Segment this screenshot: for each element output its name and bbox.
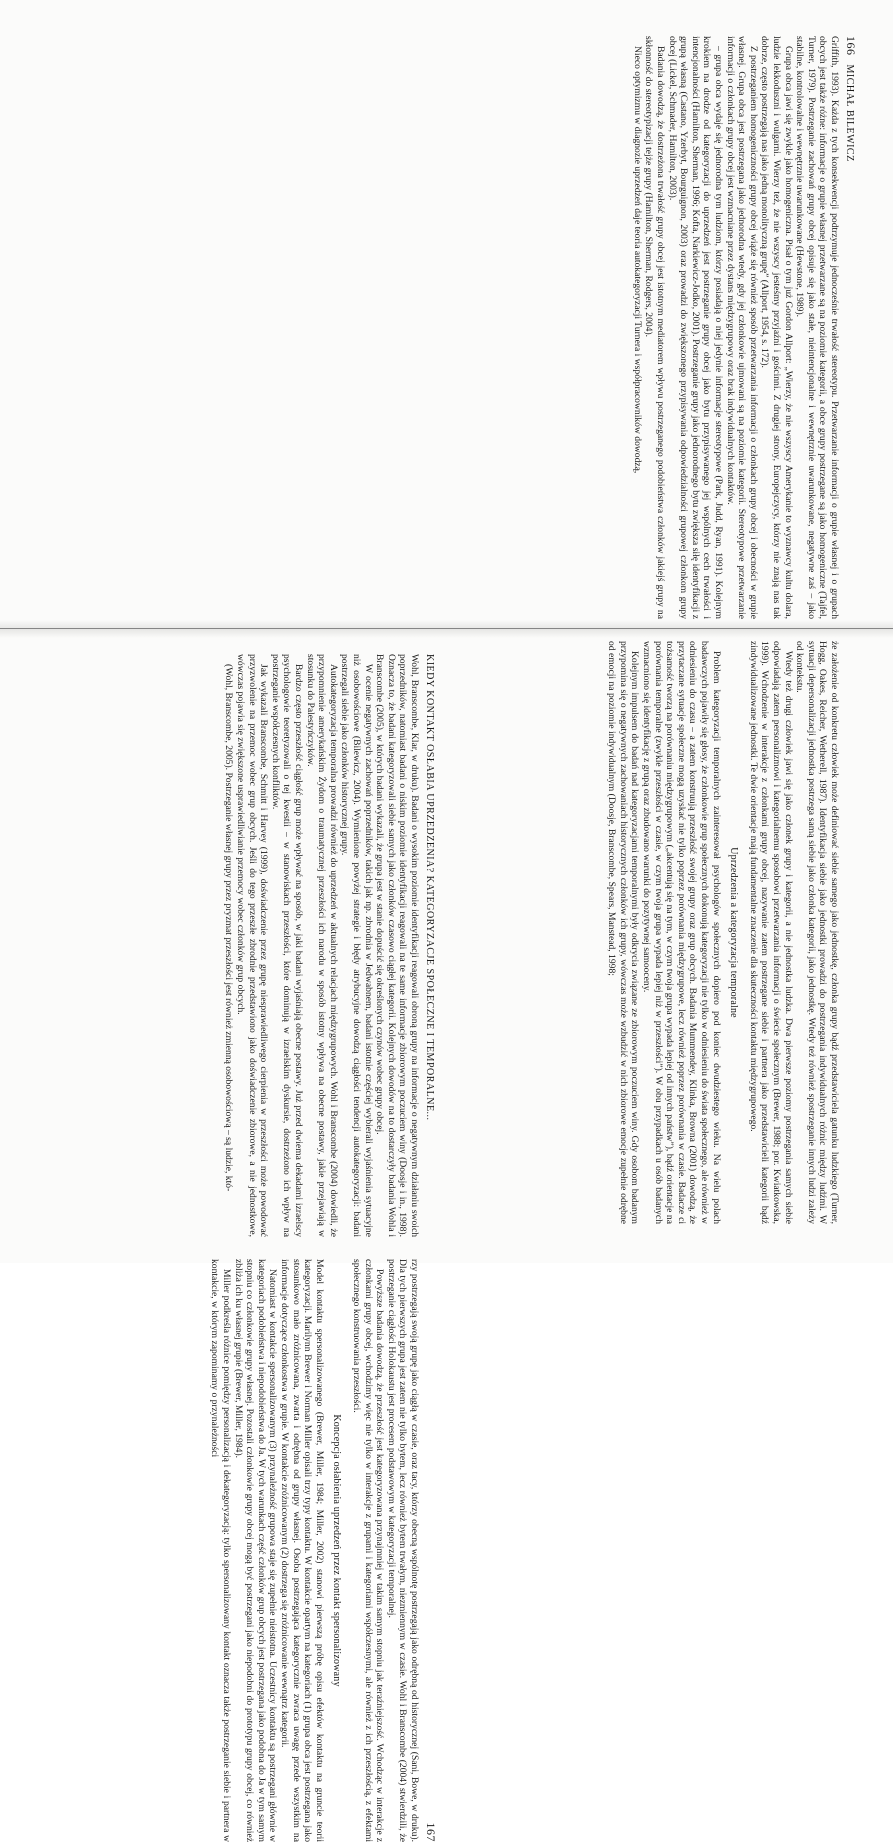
text-columns-167	[25, 648, 420, 1848]
paragraph: Bardzo często przeszłość ciągłość grup może wpływać na sposób, w jaki badani wyjaśniają obecne postawy. Już przed dwiema dekadami izraelscy psychologowie teoretyzowali o tej kwestii – w stanowiskach przeszłości, które dominują w izraelskim dyskursie, dostrzeżono ich wpływ na postrzeganie współczesnych konfliktów.	[269, 654, 305, 1237]
text-columns-166	[445, 30, 840, 1230]
paragraph: Kolejnym impulsem do badań nad kategoryzacjami temporalnymi były odkrycia związane ze zbiorowym poczuciem winy. Gdy osobom badanym przypomina się o negatywnych zachowaniach historycznych członków ich grupy, wówczas może wzbudzić w nich zbiorowe emocje zupełnie odrębne od emocji na poziomie indywidualnym (Doosje, Branscombe, Spears, Manstead, 1998;	[606, 641, 641, 1224]
column-2-166	[445, 641, 840, 1224]
paragraph: Miller podkreśla różnice pomiędzy personalizacją i dekategoryzacją: tylko spersonalizowany kontakt oznacza także postrzeganie siebie i partnera w kontakcie, w którym zapominamy o przynależności	[209, 1259, 233, 1842]
chapter-title: KIEDY KONTAKT OSŁABIA UPRZEDZENIA? KATEGORYZACJE SPOŁECZNE I TEMPORALNE...	[424, 654, 435, 1121]
column-1-166	[445, 36, 840, 619]
paragraph: rzy postrzegają swoją grupę jako ciągłą w czasie, oraz tacy, którzy obecną wspólnotę postrzegają jako odrębną od historycznej (Sani, Bowe, w druku). Dla tych pierwszych grupa jest zatem nie tylko bytem, lecz również bytem trwałym, niezmiennym w czasie. Wohl i Branscombe (2004) stwierdzili, że postrzeganie ciągłości Holokaustu jest procesem podstawowym w kategoryzacji temporalnej.	[385, 1259, 420, 1842]
page-number-text: 166	[844, 36, 858, 56]
page-number-text: 167	[424, 1822, 438, 1842]
paragraph: – grupa obca wydaje się jednorodna tym ludziom, którzy posiadają o niej jedynie informacje stereotypowe (Park, Judd, Ryan, 1991). Kolejnym krokiem na drodze od kategoryzacji do uprzedzeń jest postrzeganie grupy obcej jako bytu przypisywanego jej wspólnych cech trwałości i intencjonalności (Hamilton, Sherman, 1996; Kofta, Narkiewicz-Jodko, 2001). Postrzeganie grupy jako jednorodnego bytu zwiększa siłę identyfikacji z grupą własną (Castano, Yzerbyt, Bourguignon, 2003) oraz prowadzi do zwiększonego przypisywania odpowiedzialności grupowej członkom grupy obcej (Lickel, Schmader, Hamilton, 2003).	[666, 36, 725, 619]
paragraph: W ocenie negatywnych zachowań poprzedników, takich jak np. zbrodnia w Jedwabnem, badani istotnie częściej wybierali wyjaśnienia sytuacyjne niż osobowościowe (Bilewicz, 2004). Wymienione powyżej strategie i błędy atrybucyjne dowodzą ciągłości tendencji autokategoryzacji: badani postrzegali siebie jako członków historycznej grupy.	[339, 654, 374, 1237]
column-2-167	[25, 1259, 420, 1842]
paragraph: Griffith, 1993). Każda z tych konsekwencji podtrzymuje jednocześnie trwałość stereotypu. Przetwarzanie informacji o grupie własnej i o grupach obcych jest także różne: informacje o grupie własnej przetwarzane są na poziomie kategorii, a obce grupy postrzegane są jako homogeniczne (Tajfel, Turner, 1979). Postrzeganie zachowań grupy obcej opisuje się jako stałe, nieintencjonalne i wewnętrznie uwarunkowane, negatywne zaś – jako stabilne, kontrolowalne i wewnętrznie uwarunkowane (Hewstone, 1989).	[794, 36, 840, 619]
column-1-167	[25, 654, 420, 1237]
page-166	[433, 30, 858, 1230]
section-heading: Koncepcja osłabienia uprzedzeń przez kontakt spersonalizowany	[331, 1414, 343, 1687]
page-number-166	[843, 36, 858, 162]
running-head-167	[420, 648, 438, 1848]
paragraph: Natomiast w kontakcie spersonalizowanym (3) przynależność grupowa staje się zupełnie nieistotna. Uczestnicy kontaktu są postrzegani głównie w kategoriach podobieństwa i niepodobieństwa do Ja. W tych warunkach część członków grup obcych jest postrzegana jako podobna do Ja w tym samym stopniu co członkowie grupy własnej. Pozostali członkowie grupy obcej mogą być postrzegani jako niepodobni do prototypu grupy obcej, co również zbliża ich ku własnej grupie (Brewer, Miller, 1984).	[232, 1259, 279, 1842]
section-heading: Uprzedzenia a kategoryzacja temporalne	[728, 847, 740, 1018]
author-name: MICHAŁ BILEWICZ	[844, 64, 855, 162]
paragraph: Badania dowodzą, że dostrzeżona trwałość grupy obcej jest istotnym mediatorem wpływu postrzeganego podobieństwa członków jakiejś grupy na skłonność do stereotypizacji tejże grupy (Hamilton, Sherman, Rodgers, 2004).	[643, 36, 667, 619]
paragraph: (Wohl, Branscombe, 2005). Postrzeganie własnej grupy przez pryzmat przeszłości jest również zmienną osobowościową – są ludzie, któ-	[223, 664, 235, 1192]
paragraph: Wohl, Branscombe, Klar, w druku). Badani o wysokim poziomie identyfikacji reagowali obroną grupy na informacje o negatywnym działaniu swoich poprzedników, natomiast badani o niskim poziomie identyfikacji reagowali na te same informacje zbiorowym poczuciem winy (Doosje i in., 1998). Oznacza to, że badani kategoryzowali siebie samych jako członków czasowo ciągłej kategorii. Kolejnych dowodów na to dostarczyły badania Wohla i Branscombe (2005), w których badani wykazali, że grupa jest w stanie dopuścić się określonych czynów wobec grupy obcej.	[374, 654, 420, 1237]
paragraph: Problem kategoryzacji temporalnych zainteresował psychologów społecznych dopiero pod koniec dwudziestego wieku. Na wielu polach badawczych pojawiły się głosy, że członkowie grup społecznych dokonują kategoryzacji nie tylko w odniesieniu do świata społecznego, ale również w odniesieniu do czasu – a zatem konstruują przeszłość swojej grupy oraz grup obcych. Badania Mummendey, Klinka, Browna (2001) dowodzą, że przytaczane sytuacje społeczne mogą uzyskać nie tylko poprzez porównania międzygrupowe, lecz również poprzez porównania w czasie. Badacze ci tożsamość tworzą na porównaniu międzygrupowym („akcentują się na tym, w czym twoja grupa wypada lepiej od innych państw”), bądź orientacje na porównania temporalne (zwykle przeszłości w czasie, w czym twoja grupa wypada lepiej niż w przeszłości”). W obu przypadkach u osób badanych wzmacniono się identyfikację z grupą oraz zbudowano warunki do pozytywnej samooceny.	[641, 641, 722, 1224]
running-head-166	[840, 30, 858, 1230]
paragraph: Nieco optymizmu w diagnozie uprzedzeń daje teoria autokategoryzacji Turnera i współpracowników dowodzą,	[631, 46, 643, 474]
paragraph: Jak wykazali Branscombe, Schmitt i Harvey (1999), doświadczenie przez grupę niesprawiedliwego cierpienia w przeszłości może powodować przyzwolenie na przemoc wobec grup obcych. Jeśli do tego przeszłe zbrodnie przedstawiono jako doświadczenie zbiorowe, a nie jednostkowe, wówczas pojawia się zwiększone usprawiedliwianie przemocy wobec członków grup obcych.	[235, 654, 270, 1237]
paragraph: że założenie od konkretu człowiek może definiować siebie samego jako jednostkę, członka grupy bądź przedstawiciela gatunku ludzkiego (Turner, Hogg, Oakes, Reicher, Wetherell, 1987). Identyfikacja siebie jako jednostki prowadzi do postrzegania indywidualnych różnic między ludźmi. W sytuacji depersonalizacji jednostka postrzega samą siebie jako członka kategorii, jako jednostkę. Wtedy też również spostrzeganie innych ludzi zależy od kontekstu.	[794, 641, 840, 1224]
page-167	[13, 648, 438, 1848]
paragraph: Autokategoryzacja temporalna prowadzi również do uprzedzeń w aktualnych relacjach międzygrupowych. Wohl i Branscombe (2004) dowiedli, że przypomnienie amerykańskim Żydom o traumatycznej przeszłości ich narodu w sposób istotny wpływa na obecne postawy, jakie przejawiają w stosunku do Palestyńczyków.	[304, 654, 339, 1237]
paragraph: Wtedy też drugi człowiek jawi się jako członek grupy i kategorii, a nie jednostka ludzka. Dwa pierwsze poziomy postrzegania samych siebie odpowiadają zatem personalizmowi i kategorialnemu sposobowi przetwarzania informacji o świecie społecznym (Brewer, 1988; por. Kwiatkowska, 1999). Wchodzenie w interakcje z członkami grupy obcej, nazywanie zatem postrzegane siebie i partnera jako przedstawicieli kategorii bądź zindywidualizowane jednostki. Te dwie orientacje mają fundamentalne znaczenie dla skuteczności kontaktu międzygrupowego.	[747, 641, 794, 1224]
paragraph: Powyższe badania dowodzą, że przeszłość jest kategoryzowana przynajmniej w takim samym stopniu jak teraźniejszość. Wchodząc w interakcje z członkami grupy obcej, wchodzimy więc nie tylko w interakcje z grupami i kategoriami współczesnymi, ale również z ich przeszłością, z efektami społecznego konstruowania przeszłości.	[351, 1259, 386, 1842]
paragraph: Model kontaktu spersonalizowanego (Brewer, Miller, 1984; Miller, 2002) stanowi pierwszą próbę opisu efektów kontaktu na gruncie teorii kategoryzacji. Marilynn Brewer i Norman Miller opisali trzy typy kontaktu. W kontakcie opartym na kategoriach (1) grupa obca jest postrzegana jako stosunkowo mało zróżnicowana, zwarta i odrębna od grupy własnej. Osoba postrzegająca kategorycznie zwraca uwagę przede wszystkim na informacje dotyczące członkostwa w grupie. W kontakcie zróżnicowanym (2) dostrzega się zróżnicowanie wewnątrz kategorii.	[279, 1259, 325, 1842]
paragraph: Z postrzeganiem homogeniczności grupy obcej wiąże się również sposób przetwarzania informacji o członkach grupy obcej i obecności w grupie własnej. Grupa obca jest postrzegana jako jednorodna wtedy, gdy jej członkowie ujmowani są na poziomie kategorii. Stereotypowe przetwarzanie informacji o członkach grupy obcej jest wzmacniane przez dystans międzygrupowy oraz brak indywidualnych kontaktów.	[724, 36, 759, 619]
paragraph: Grupa obca jawi się zwykle jako homogeniczna. Pisał o tym już Gordon Allport: „Wierzy, że nie wszyscy Amerykanie to wyznawcy kultu dolara, ludzie lekkoduszni i wulgarni. Wierzy też, że nie wszyscy jesteśmy przyjaźni i gościnni. Z drugiej strony, Europejczycy, którzy nie znają nas tak dobrze, często postrzegają nas jako jedną monolityczną grupę” (Allport, 1954, s. 172).	[759, 36, 794, 619]
